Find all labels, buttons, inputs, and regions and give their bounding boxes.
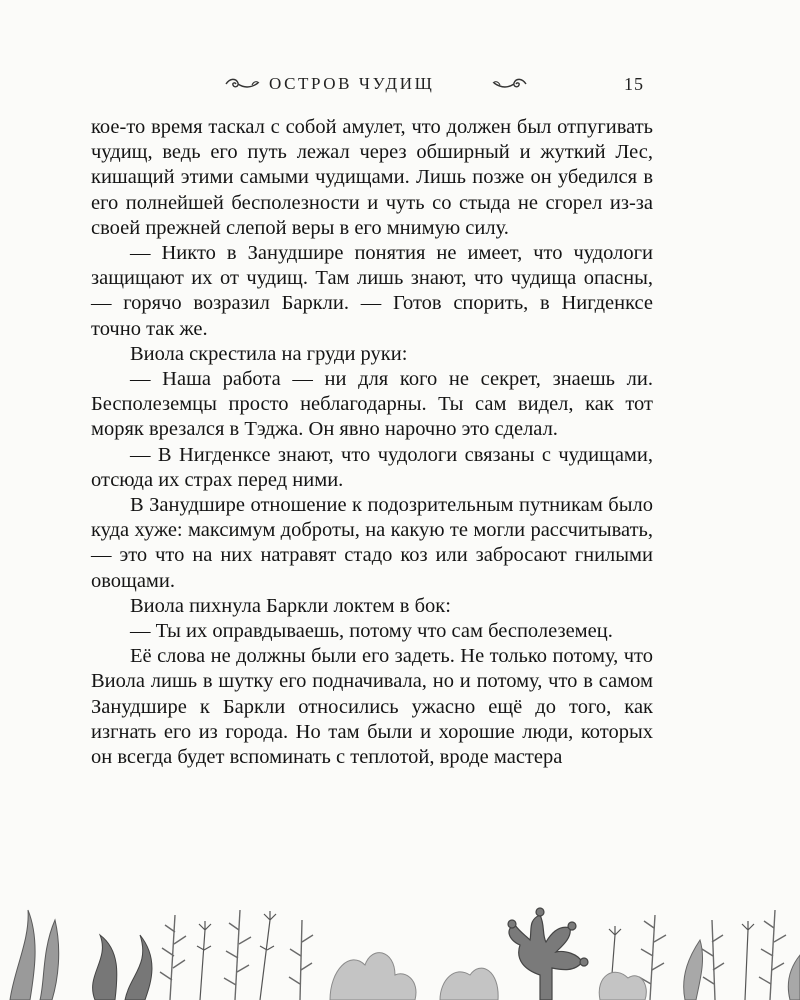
- ornament-swirl-icon: [492, 77, 528, 91]
- paragraph: Её слова не должны были его задеть. Не только потому, что Виола лишь в шутку его подначивала, но и потому, что в самом Занудшире к Баркли относились ужасно ещё до того, как изгнать его из города. Но там были и хорошие люди, которых он всегда будет вспоминать с теплотой, вроде мастера: [91, 645, 653, 769]
- paragraph: — Никто в Занудшире понятия не имеет, что чудологи защищают их от чудищ. Там лишь знают, что чудища опасны, — горячо возразил Баркли. — Готов спорить, в Нигденксе точно так же.: [91, 242, 653, 340]
- book-title: ОСТРОВ ЧУДИЩ: [269, 74, 435, 93]
- paragraph: Виола скрестила на груди руки:: [130, 342, 408, 365]
- leaf-icon: [684, 940, 800, 1000]
- coral-icon: [508, 908, 588, 1000]
- running-header: [0, 72, 800, 102]
- paragraph: В Занудшире отношение к подозрительным путникам было куда хуже: максимум доброты, на какую те могли рассчитывать, — это что на них натравят стадо коз или забросают гнилыми овощами.: [91, 494, 653, 592]
- paragraph: Виола пихнула Баркли локтем в бок:: [130, 594, 451, 617]
- body-text: [91, 115, 653, 770]
- seaweed-icon: [10, 910, 59, 1000]
- paragraph: — Наша работа — ни для кого не секрет, знаешь ли. Бесполеземцы просто неблагодарны. Ты сам видел, как тот моряк врезался в Тэджа. Он явно нарочно это сделал.: [91, 368, 653, 441]
- kelp-icon: [93, 935, 152, 1000]
- paragraph: — Ты их оправдываешь, потому что сам бесполеземец.: [130, 620, 613, 643]
- paragraph: кое-то время таскал с собой амулет, что должен был отпугивать чудищ, ведь его путь лежал через обширный и жуткий Лес, кишащий этими самыми чудищами. Лишь позже он убедился в его полнейшей бесполезности и чуть со стыда не сгорел из-за своей прежней слепой веры в его мнимую силу.: [91, 116, 653, 239]
- ornament-swirl-icon: [224, 77, 260, 91]
- seaweed-coral-illustration: [0, 880, 800, 1000]
- page-number: 15: [624, 74, 644, 94]
- paragraph: — В Нигденксе знают, что чудологи связаны с чудищами, отсюда их страх перед ними.: [91, 443, 653, 491]
- bush-icon: [330, 953, 646, 1000]
